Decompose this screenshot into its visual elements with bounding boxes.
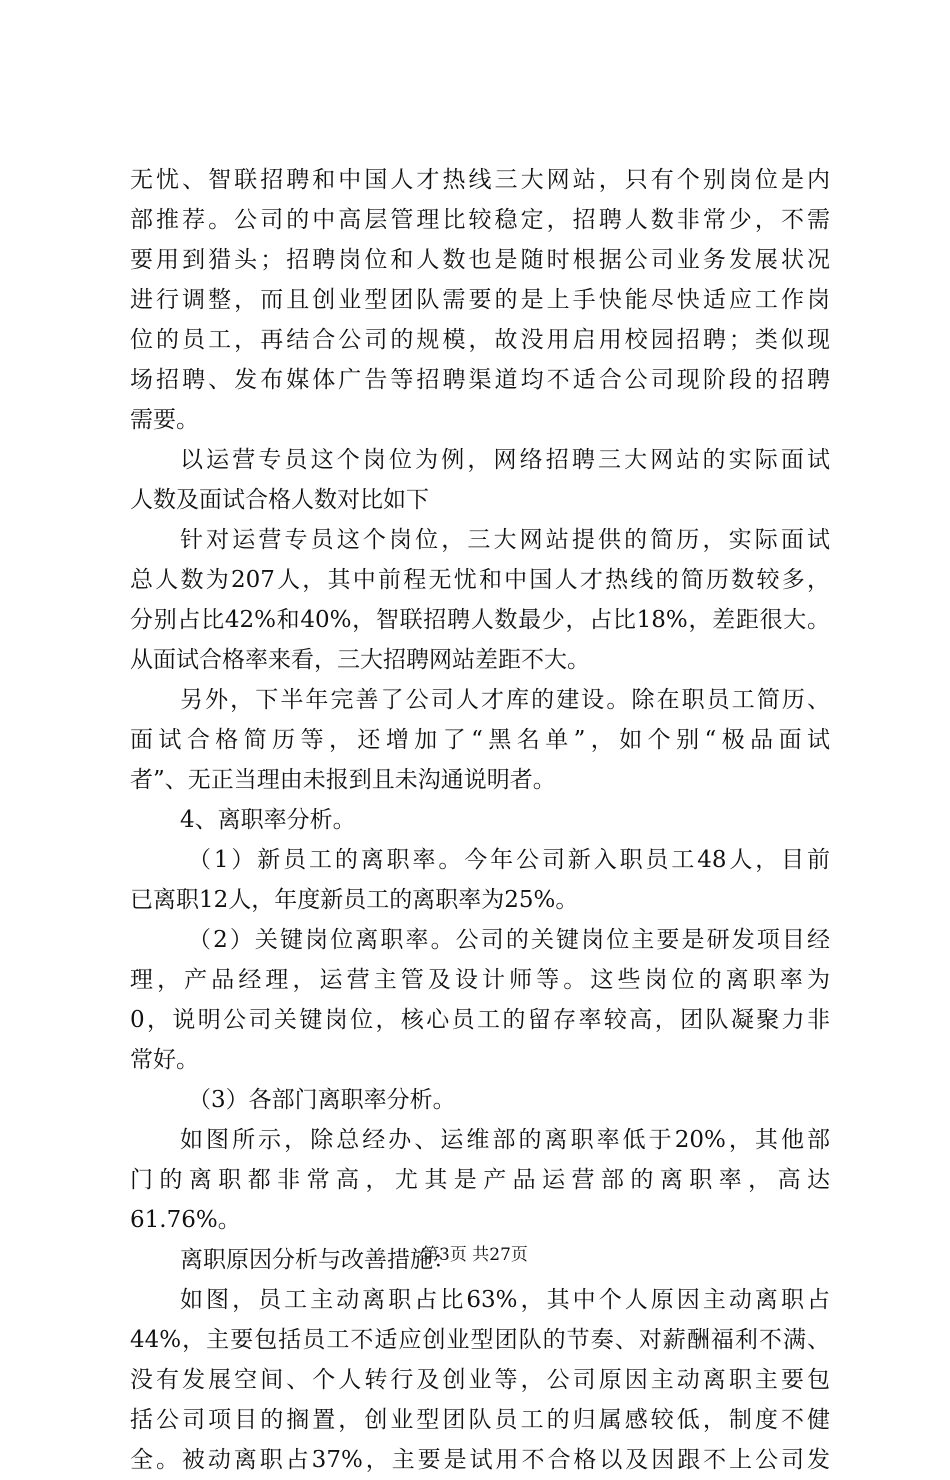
text-line: 44%，主要包括员工不适应创业型团队的节奏、对薪酬福利不满、 [130,1327,830,1353]
text-line: 已离职12人，年度新员工的离职率为25%。 [130,887,579,913]
body-text [130,160,830,1480]
text-line: 部推荐。公司的中高层管理比较稳定，招聘人数非常少，不需 [130,207,830,233]
text-line: 没有发展空间、个人转行及创业等，公司原因主动离职主要包 [130,1367,830,1393]
text-line: 进行调整，而且创业型团队需要的是上手快能尽快适应工作岗 [130,287,830,313]
text-line: 人数及面试合格人数对比如下 [130,487,429,513]
text-line: 无忧、智联招聘和中国人才热线三大网站，只有个别岗位是内 [130,167,830,193]
text-line: 面试合格简历等，还增加了“黑名单”，如个别“极品面试 [130,727,830,753]
text-line: （2）关键岗位离职率。公司的关键岗位主要是研发项目经 [188,927,830,953]
page-footer: 第3页 共27页 [422,1245,528,1265]
text-line: 从面试合格率来看，三大招聘网站差距不大。 [130,647,590,673]
section-heading: 4、离职率分析。 [180,807,356,833]
text-line: 需要。 [130,407,199,433]
text-line: 者”、无正当理由未报到且未沟通说明者。 [130,767,556,793]
section-heading: 离职原因分析与改善措施： [180,1247,456,1273]
text-line: 61.76%。 [130,1207,241,1233]
text-line: 另外，下半年完善了公司人才库的建设。除在职员工简历、 [180,687,830,713]
text-line: 0，说明公司关键岗位，核心员工的留存率较高，团队凝聚力非 [130,1007,830,1033]
text-line: 总人数为207人，其中前程无忧和中国人才热线的简历数较多， [130,567,830,593]
text-line: 括公司项目的搁置，创业型团队员工的归属感较低，制度不健 [130,1407,830,1433]
text-line: 分别占比42%和40%，智联招聘人数最少，占比18%，差距很大。 [130,607,830,633]
text-line: 位的员工，再结合公司的规模，故没用启用校园招聘；类似现 [130,327,830,353]
text-line: 场招聘、发布媒体广告等招聘渠道均不适合公司现阶段的招聘 [130,367,830,393]
text-line: （3）各部门离职率分析。 [188,1087,456,1113]
text-line: 要用到猎头；招聘岗位和人数也是随时根据公司业务发展状况 [130,247,830,273]
text-line: 针对运营专员这个岗位，三大网站提供的简历，实际面试 [180,527,830,553]
text-line: 如图，员工主动离职占比63%，其中个人原因主动离职占 [180,1287,830,1313]
text-line: 门的离职都非常高，尤其是产品运营部的离职率，高达 [130,1167,830,1193]
text-line: 常好。 [130,1047,199,1073]
text-line: 以运营专员这个岗位为例，网络招聘三大网站的实际面试 [180,447,830,473]
text-line: 全。被动离职占37%，主要是试用不合格以及因跟不上公司发 [130,1447,830,1473]
text-line: 如图所示，除总经办、运维部的离职率低于20%，其他部 [180,1127,830,1153]
text-line: 理，产品经理，运营主管及设计师等。这些岗位的离职率为 [130,967,830,993]
text-line: （1）新员工的离职率。今年公司新入职员工48人，目前 [188,847,830,873]
